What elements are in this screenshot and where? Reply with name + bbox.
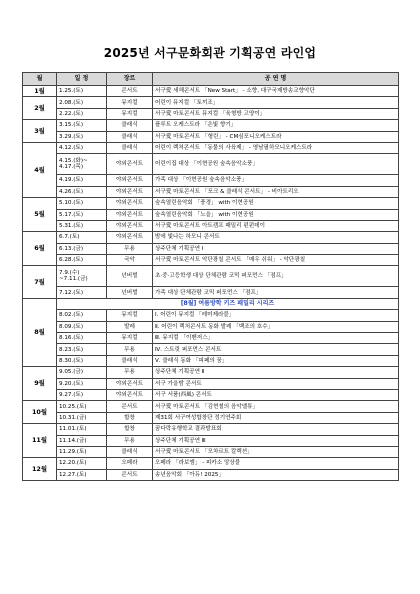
table-row [23,287,399,298]
table-row [23,435,399,446]
date-cell: 4.12.(토) [57,142,107,153]
genre-cell: 무용 [107,243,153,254]
date-cell: 7.9.(수) ~7.11.(금) [57,266,107,287]
month-cell: 8월 [23,298,57,366]
table-row [23,333,399,344]
month-cell: 7월 [23,266,57,298]
month-cell: 5월 [23,198,57,232]
genre-cell: 발레 [107,321,153,332]
program-cell: 서구 서품(西風) 콘서트 [153,389,399,400]
program-cell: 서구愛 마토콘서트 「김현철의 음악앨튜」 [153,401,399,412]
table-row [23,186,399,197]
date-cell: 12.27.(토) [57,469,107,480]
program-cell: Ⅳ. 스트릿 퍼포먼스 콘서트 [153,344,399,355]
program-cell: 상주단체 기획공연 Ⅰ [153,243,399,254]
program-cell: Ⅱ. 어린이 렉처콘서트 동화 발레 「백조의 호수」 [153,321,399,332]
genre-cell: 뮤지컬 [107,108,153,119]
date-cell: 9.20.(토) [57,378,107,389]
table-body [23,86,399,481]
genre-cell: 야외콘서트 [107,198,153,209]
program-cell: 어린이 렉처콘서트 「동물의 사육제」 - 영남필하모니오케스트라 [153,142,399,153]
genre-cell: 합창 [107,412,153,423]
program-cell: 서구愛 마토콘서트 「포크 & 클래식 콘서트」 - 비아트리오 [153,186,399,197]
header-genre: 장르 [107,73,153,86]
genre-cell: 콘서트 [107,86,153,97]
program-cell: 서구愛 마토콘서트 악단광칠 콘서트 「매우 쉬워」 - 악단광칠 [153,255,399,266]
program-cell: 가족 대상 「이현공원 숲속음악소풍」 [153,175,399,186]
genre-cell: 야외콘서트 [107,378,153,389]
genre-cell: 뮤지컬 [107,333,153,344]
date-cell: 10.25.(토) [57,401,107,412]
table-row [23,446,399,457]
date-cell: 3.15.(토) [57,120,107,131]
program-cell: 오페라 「라보엠」 - 피카소 앙상블 [153,458,399,469]
date-cell: 7.12.(토) [57,287,107,298]
date-cell: 11.29.(토) [57,446,107,457]
date-cell: 9.27.(토) [57,389,107,400]
month-cell: 11월 [23,424,57,458]
month-cell: 12월 [23,458,57,481]
genre-cell: 야외콘서트 [107,154,153,175]
table-row [23,458,399,469]
date-cell: 5.17.(토) [57,209,107,220]
table-row [23,108,399,119]
month-cell: 2월 [23,97,57,120]
date-cell: 11.01.(토) [57,424,107,435]
program-cell: 어린이집 대상 「이현공원 숲속음악소풍」 [153,154,399,175]
table-row [23,131,399,142]
program-cell: 숲속열린음악회 「풍경」 with 이현공원 [153,198,399,209]
table-row [23,266,399,287]
table-row [23,412,399,423]
program-cell: 가족 대상 단체관람 코믹 퍼포먼스 「점프」 [153,287,399,298]
date-cell: 5.31.(토) [57,220,107,231]
program-cell: 서구愛 새해콘서트 「New Start」 - 소향, 대구국제방송교향악단 [153,86,399,97]
table-row [23,243,399,254]
genre-cell: 콘서트 [107,401,153,412]
genre-cell: 국악 [107,255,153,266]
table-row [23,232,399,243]
genre-cell: 야외콘서트 [107,175,153,186]
table-row [23,120,399,131]
genre-cell: 클래식 [107,120,153,131]
date-cell: 3.29.(토) [57,131,107,142]
page-title: 2025년 서구문화회관 기획공연 라인업 [103,46,317,60]
program-cell: 상주단체 기획공연 Ⅲ [153,435,399,446]
date-cell: 11.14.(금) [57,435,107,446]
date-cell: 2.22.(토) [57,108,107,119]
table-row [23,86,399,97]
header-program: 공 연 명 [153,73,399,86]
table-row [23,209,399,220]
genre-cell: 합창 [107,424,153,435]
date-cell: 10.31.(금) [57,412,107,423]
date-cell: 8.09.(토) [57,321,107,332]
table-row [23,198,399,209]
table-row [23,344,399,355]
program-cell: 초·중·고등학생 대상 단체관람 코믹 퍼포먼스 「점프」 [153,266,399,287]
month-cell: 10월 [23,401,57,424]
program-cell: 서구 가을밤 콘서트 [153,378,399,389]
table-row [23,424,399,435]
genre-cell: 뮤지컬 [107,310,153,321]
date-cell: 8.30.(토) [57,355,107,366]
table-row [23,142,399,153]
series-heading-cell: [8월] 여름방학 키즈 패밀리 시리즈 [57,298,399,309]
program-cell: Ⅰ. 어린이 뮤지컬 「레미제라블」 [153,310,399,321]
date-cell: 5.10.(토) [57,198,107,209]
date-cell: 6.7.(토) [57,232,107,243]
month-cell: 3월 [23,120,57,143]
genre-cell: 오페라 [107,458,153,469]
genre-cell: 야외콘서트 [107,232,153,243]
table-row [23,389,399,400]
program-cell: 서구愛 마토콘서트 「형린」 - CM심포니오케스트라 [153,131,399,142]
program-cell: 꿈다락유행학교 결과발표회 [153,424,399,435]
program-cell: 밤에 빛나는 하모니 콘서트 [153,232,399,243]
table-row [23,220,399,231]
month-cell: 4월 [23,142,57,197]
program-cell: 플루트 오케스트라 「은빛 향기」 [153,120,399,131]
month-cell: 9월 [23,367,57,401]
date-cell: 9.05.(금) [57,367,107,378]
program-cell: 어린이 뮤지컬 「토끼조」 [153,97,399,108]
genre-cell: 무용 [107,344,153,355]
header-month: 월 [23,73,57,86]
program-cell: 숲속열린음악회 「노을」 with 이현공원 [153,209,399,220]
table-row [23,401,399,412]
program-cell: 제31회 서구여성합창단 정기연주회 [153,412,399,423]
genre-cell: 무용 [107,435,153,446]
date-cell: 2.08.(토) [57,97,107,108]
table-row [23,355,399,366]
date-cell: 12.20.(토) [57,458,107,469]
genre-cell: 넌버벌 [107,266,153,287]
date-cell: 6.13.(금) [57,243,107,254]
table-row [23,298,399,309]
date-cell: 8.23.(토) [57,344,107,355]
table-row [23,310,399,321]
date-cell: 4.19.(토) [57,175,107,186]
genre-cell: 야외콘서트 [107,209,153,220]
genre-cell: 콘서트 [107,469,153,480]
genre-cell: 야외콘서트 [107,389,153,400]
program-cell: 송년음악회 「아듀! 2025」 [153,469,399,480]
table-row [23,367,399,378]
table-row [23,175,399,186]
genre-cell: 무용 [107,367,153,378]
table-row [23,255,399,266]
genre-cell: 클래식 [107,142,153,153]
program-cell: 서구愛 마토콘서트 아트캠프 패밀리 펀펀데이 [153,220,399,231]
genre-cell: 야외콘서트 [107,186,153,197]
date-cell: 4.15.(화)~ 4.17.(목) [57,154,107,175]
genre-cell: 넌버벌 [107,287,153,298]
program-cell: 서구愛 마토콘서트 뮤지컬 「육형방 고양이」 [153,108,399,119]
table-row [23,321,399,332]
program-cell: Ⅴ. 클래식 동화 「피페의 꿈」 [153,355,399,366]
genre-cell: 클래식 [107,446,153,457]
genre-cell: 클래식 [107,131,153,142]
date-cell: 1.25.(토) [57,86,107,97]
header-date: 일 정 [57,73,107,86]
date-cell: 8.16.(토) [57,333,107,344]
program-cell: 서구愛 마토콘서트 「모차르트 칼렉션」 [153,446,399,457]
date-cell: 4.26.(토) [57,186,107,197]
schedule-table [22,72,399,481]
table-header-row [23,73,399,86]
date-cell: 6.28.(토) [57,255,107,266]
genre-cell: 야외콘서트 [107,220,153,231]
table-row [23,154,399,175]
table-row [23,97,399,108]
genre-cell: 클래식 [107,355,153,366]
month-cell: 1월 [23,86,57,97]
date-cell: 8.02.(토) [57,310,107,321]
table-row [23,378,399,389]
genre-cell: 뮤지컬 [107,97,153,108]
month-cell: 6월 [23,232,57,266]
program-cell: Ⅲ. 뮤지컬 「이벤저스」 [153,333,399,344]
program-cell: 상주단체 기획공연 Ⅱ [153,367,399,378]
table-row [23,469,399,480]
